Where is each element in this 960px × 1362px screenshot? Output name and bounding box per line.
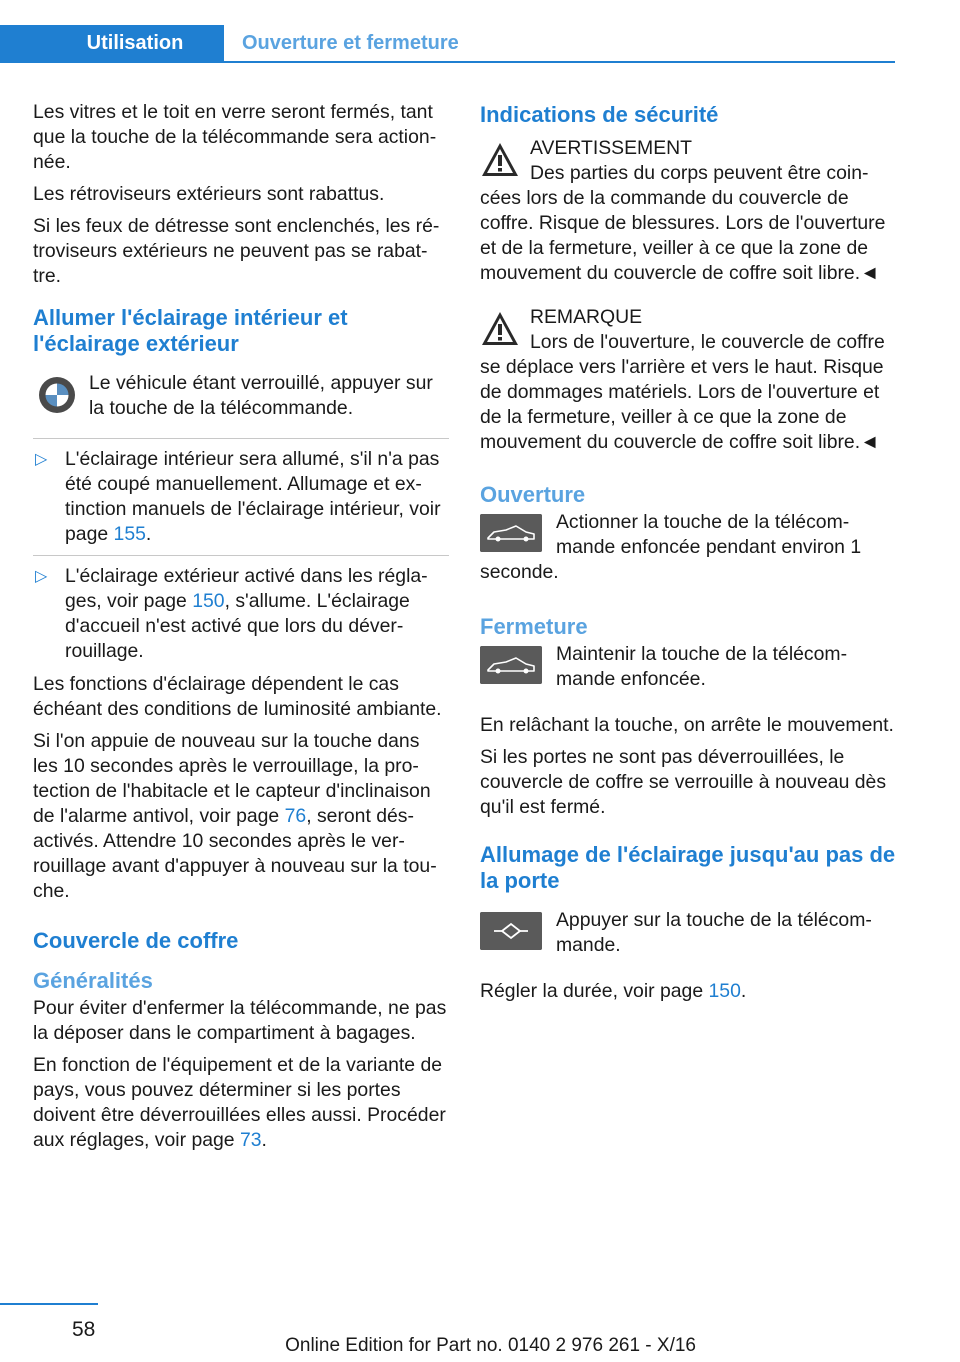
page-number: 58 — [72, 1318, 96, 1341]
heading-step-lighting: Allumage de l'éclairage jusqu'au pas de la porte — [480, 842, 896, 893]
heading-opening: Ouverture — [480, 482, 586, 507]
page-link-76[interactable]: 76 — [284, 805, 307, 827]
header-tabbar — [0, 25, 895, 63]
tab-utilisation[interactable]: Utilisation — [0, 25, 224, 61]
instruction-text: Le véhicule étant verrouillé, appuyer sur la touche de la télécommande. — [89, 372, 433, 419]
footer-accent-line — [0, 1303, 98, 1305]
paragraph-text: Si l'on appuie de nouveau sur la touche dans les 10 secondes après le verrouillage, la protection de l'habitacle et le capteur d'inclinaison de l'alarme antivol, voir page — [33, 730, 431, 827]
trunk-open-button-icon — [480, 514, 542, 552]
heading-lights: Allumer l'éclairage intérieur et l'éclairage extérieur — [33, 305, 348, 356]
opening-text: Actionner la touche de la télécommande enfoncée pendant environ 1 seconde. — [480, 511, 862, 583]
page-link-73[interactable]: 73 — [239, 1129, 262, 1151]
list-text: L'éclairage extérieur activé dans les réglages, voir page — [65, 565, 428, 612]
lights-instruction — [33, 371, 449, 428]
heading-closing: Fermeture — [480, 614, 588, 639]
light-button-icon — [480, 912, 542, 950]
closing-instruction — [480, 642, 896, 699]
list-item — [33, 564, 449, 664]
step-lighting-instruction — [480, 908, 896, 965]
page-link-150[interactable]: 150 — [708, 980, 741, 1002]
paragraph: En relâchant la touche, on arrête le mouvement. — [480, 714, 894, 736]
note-text: Lors de l'ouverture, le couvercle de coffre se déplace vers l'arrière et vers le haut. Risque de dommages matériels. Lors de l'ouverture et de la fermeture, veiller à ce que la zone de mouvement du couvercle de coffre soit libre.◄ — [480, 331, 885, 453]
triangle-bullet-icon: ▷ — [35, 568, 48, 585]
paragraph — [480, 979, 896, 1004]
paragraph-text: . — [740, 980, 747, 1002]
trunk-close-button-icon — [480, 646, 542, 684]
list-item — [33, 447, 449, 547]
heading-safety: Indications de sécurité — [480, 102, 719, 127]
warning-triangle-icon — [480, 309, 520, 349]
note-title: REMARQUE — [530, 306, 643, 328]
paragraph: Si les feux de détresse sont enclenchés, les rétroviseurs extérieurs ne peuvent pas se rabattre. — [33, 215, 440, 287]
opening-instruction — [480, 510, 896, 592]
paragraph-text: . — [261, 1129, 267, 1151]
list-text: L'éclairage intérieur sera allumé, s'il n'a pas été coupé manuellement. Allumage et extinction manuels de l'éclairage intérieur, voir page — [65, 448, 441, 545]
warning-text: Des parties du corps peuvent être coincées lors de la commande du couvercle de coffre. Risque de blessures. Lors de l'ouverture et de la fermeture, veiller à ce que la zone de mouvement du couvercle de coffre soit libre.◄ — [480, 162, 886, 284]
divider — [33, 555, 449, 556]
paragraph: Si les portes ne sont pas déverrouillées, le couvercle de coffre se verrouille à nouveau dès qu'il est fermé. — [480, 746, 887, 818]
paragraph — [33, 1053, 449, 1153]
divider — [33, 438, 449, 439]
paragraph-text: Régler la durée, voir page — [480, 980, 709, 1002]
bmw-logo-icon — [37, 375, 77, 415]
paragraph-text: En fonction de l'équipement et de la variante de pays, vous pouvez déterminer si les portes doivent être déverrouillées elles aussi. Procéder aux réglages, voir page — [33, 1054, 446, 1151]
warning-block — [480, 136, 896, 293]
paragraph: Pour éviter d'enfermer la télécommande, ne pas la déposer dans le compartiment à bagages. — [33, 997, 447, 1044]
heading-general: Généralités — [33, 968, 153, 993]
warning-triangle-icon — [480, 140, 520, 180]
left-column — [33, 100, 449, 1160]
paragraph: Les vitres et le toit en verre seront fermés, tant que la touche de la télécommande sera actionnée. — [33, 101, 437, 173]
triangle-bullet-icon: ▷ — [35, 451, 48, 468]
warning-title: AVERTISSEMENT — [530, 137, 692, 159]
note-block — [480, 305, 896, 462]
step-lighting-text: Appuyer sur la touche de la télécommande. — [556, 909, 872, 956]
paragraph: Les fonctions d'éclairage dépendent le cas échéant des conditions de luminosité ambiante. — [33, 673, 442, 720]
paragraph — [33, 729, 449, 904]
closing-text: Maintenir la touche de la télécommande enfoncée. — [556, 643, 848, 690]
paragraph: Les rétroviseurs extérieurs sont rabattus. — [33, 183, 385, 205]
list-text: , s'allume. L'éclairage d'accueil n'est activé que lors du déverrouillage. — [65, 590, 410, 662]
list-text: . — [145, 523, 152, 545]
right-column — [480, 100, 896, 1011]
heading-trunk: Couvercle de coffre — [33, 928, 239, 953]
footer-edition: Online Edition for Part no. 0140 2 976 261 - X/16 — [285, 1335, 696, 1356]
paragraph-text: , seront désactivés. Attendre 10 secondes après le verrouillage avant d'appuyer à nouveau sur la touche. — [33, 805, 437, 902]
page-link-155[interactable]: 155 — [113, 523, 146, 545]
page-link-150[interactable]: 150 — [192, 590, 225, 612]
tab-ouverture-fermeture[interactable]: Ouverture et fermeture — [242, 32, 459, 54]
